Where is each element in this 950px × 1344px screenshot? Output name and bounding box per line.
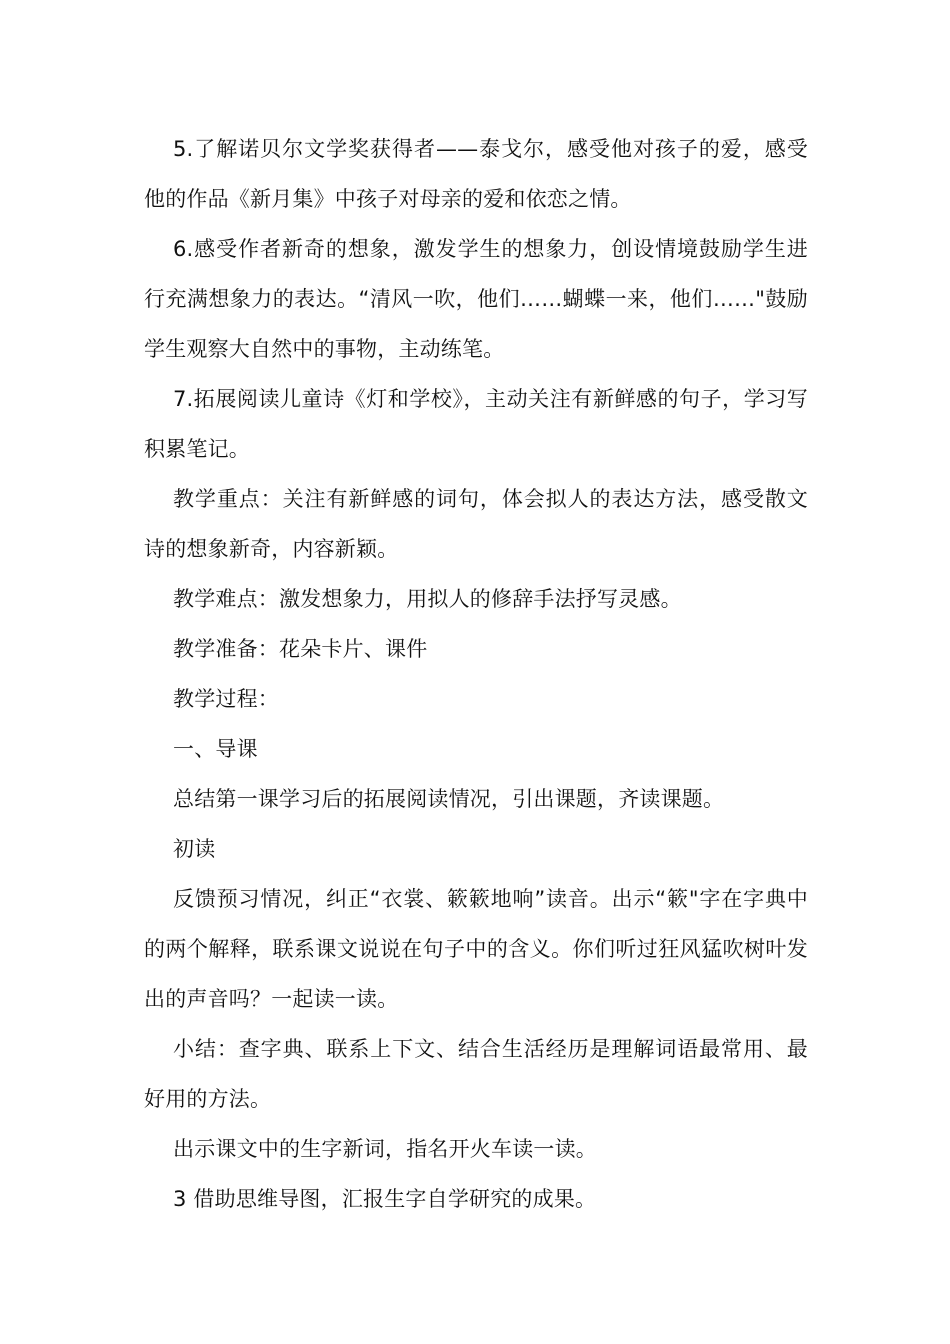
section-heading-intro: 一、导课 <box>173 737 258 761</box>
section-heading-first-reading: 初读 <box>173 837 216 861</box>
paragraph-teaching-difficulty: 教学难点：激发想象力，用拟人的修辞手法抒写灵感。 <box>173 587 682 611</box>
paragraph-new-words: 出示课文中的生字新词，指名开火车读一读。 <box>173 1137 597 1161</box>
paragraph-teaching-process: 教学过程： <box>173 687 279 711</box>
document-body <box>144 124 808 1224</box>
paragraph-objective-6: 6.感受作者新奇的想象，激发学生的想象力，创设情境鼓励学生进行充满想象力的表达。“清风一吹，他们……蝴蝶一来，他们……"鼓励学生观察大自然中的事物，主动练笔。 <box>144 237 808 361</box>
paragraph-preview-feedback: 反馈预习情况，纠正“衣裳、簌簌地响”读音。出示“簌"字在字典中的两个解释，联系课文说说在句子中的含义。你们听过狂风猛吹树叶发出的声音吗？一起读一读。 <box>144 887 808 1011</box>
paragraph-objective-5: 5.了解诺贝尔文学奖获得者——泰戈尔，感受他对孩子的爱，感受他的作品《新月集》中孩子对母亲的爱和依恋之情。 <box>144 137 808 211</box>
paragraph-objective-7: 7.拓展阅读儿童诗《灯和学校》，主动关注有新鲜感的句子，学习写积累笔记。 <box>144 387 808 461</box>
paragraph-teaching-focus: 教学重点：关注有新鲜感的词句，体会拟人的表达方法，感受散文诗的想象新奇，内容新颖。 <box>144 487 808 561</box>
paragraph-mind-map: 3 借助思维导图，汇报生字自学研究的成果。 <box>173 1187 597 1211</box>
paragraph-teaching-preparation: 教学准备：花朵卡片、课件 <box>173 637 428 661</box>
paragraph-intro-summary: 总结第一课学习后的拓展阅读情况，引出课题，齐读课题。 <box>173 787 725 811</box>
paragraph-summary: 小结：查字典、联系上下文、结合生活经历是理解词语最常用、最好用的方法。 <box>144 1037 808 1111</box>
